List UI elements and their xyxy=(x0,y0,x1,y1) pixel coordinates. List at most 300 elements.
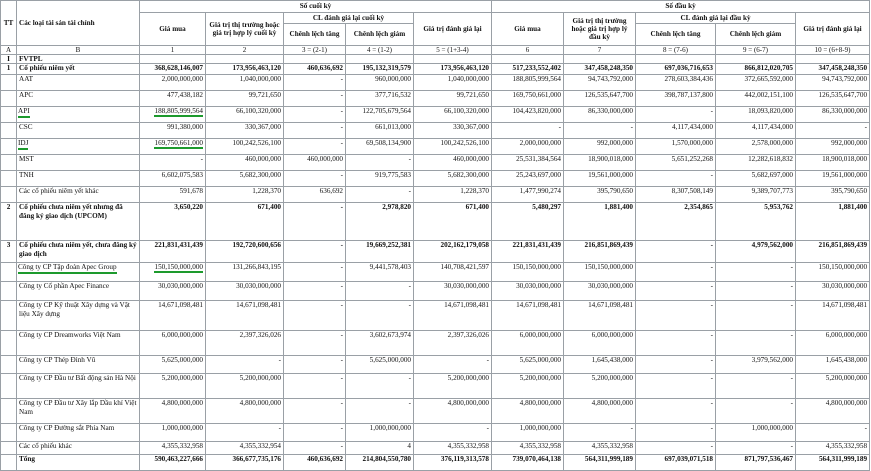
index-cell: 9 = (6-7) xyxy=(716,46,796,55)
row-name-cell xyxy=(17,263,140,282)
value-cell xyxy=(492,55,564,64)
value-cell: 1,000,000,000 xyxy=(492,424,564,442)
value-cell xyxy=(346,55,414,64)
row-tt xyxy=(1,139,17,155)
value-cell: 19,669,252,381 xyxy=(346,241,414,263)
value-cell: 6,000,000,000 xyxy=(492,331,564,356)
value-cell: 372,665,592,000 xyxy=(716,75,796,91)
value-cell: 6,602,075,583 xyxy=(140,171,206,187)
value-cell: - xyxy=(716,282,796,301)
value-cell: 671,400 xyxy=(206,203,284,241)
row-tt xyxy=(1,107,17,123)
value-cell: 216,851,869,439 xyxy=(564,241,636,263)
value-cell: 25,531,384,564 xyxy=(492,155,564,171)
value-cell: 195,132,319,579 xyxy=(346,64,414,75)
value-cell: 8,307,508,149 xyxy=(636,187,716,203)
row-name-cell xyxy=(17,139,140,155)
table-row xyxy=(1,155,870,171)
header-purchase-start: Giá mua xyxy=(492,13,564,46)
value-cell: - xyxy=(284,356,346,374)
value-cell: 960,000,000 xyxy=(346,75,414,91)
value-cell: 636,692 xyxy=(284,187,346,203)
row-tt: 3 xyxy=(1,241,17,263)
value-cell: 697,039,071,518 xyxy=(636,455,716,471)
value-cell: 25,243,697,000 xyxy=(492,171,564,187)
value-cell: - xyxy=(284,171,346,187)
value-cell: 4,800,000,000 xyxy=(492,399,564,424)
value-cell: 126,535,647,700 xyxy=(796,91,870,107)
value-cell: - xyxy=(346,155,414,171)
table-body xyxy=(1,55,870,471)
row-tt xyxy=(1,75,17,91)
value-cell: 1,000,000,000 xyxy=(346,424,414,442)
value-cell: 395,790,650 xyxy=(564,187,636,203)
value-cell xyxy=(140,139,206,155)
value-cell: 221,831,431,439 xyxy=(492,241,564,263)
value-cell: - xyxy=(284,139,346,155)
value-cell: - xyxy=(716,263,796,282)
row-name: Công ty Cổ phần Apec Finance xyxy=(17,282,140,301)
value-cell: 4,355,332,958 xyxy=(492,442,564,455)
row-tt xyxy=(1,442,17,455)
value-cell: 18,900,018,000 xyxy=(564,155,636,171)
table-row xyxy=(1,442,870,455)
value-cell: - xyxy=(796,424,870,442)
value-cell: 30,030,000,000 xyxy=(796,282,870,301)
value-cell: 347,458,248,350 xyxy=(796,64,870,75)
value-cell: 4,355,332,958 xyxy=(564,442,636,455)
value-cell: 4,355,332,954 xyxy=(206,442,284,455)
value-cell: 6,000,000,000 xyxy=(564,331,636,356)
value-cell: 19,561,000,000 xyxy=(564,171,636,187)
value-cell: 5,200,000,000 xyxy=(564,374,636,399)
value-cell: 1,228,370 xyxy=(206,187,284,203)
value-cell: 150,150,000,000 xyxy=(564,263,636,282)
value-cell: 1,645,438,000 xyxy=(564,356,636,374)
header-purchase-end: Giá mua xyxy=(140,13,206,46)
value-cell: - xyxy=(346,374,414,399)
value-cell: 5,200,000,000 xyxy=(796,374,870,399)
value-cell: 122,705,679,564 xyxy=(346,107,414,123)
header-group-start: Số đầu kỳ xyxy=(492,1,870,13)
value-cell: 992,000,000 xyxy=(796,139,870,155)
value-cell: 1,477,990,274 xyxy=(492,187,564,203)
index-cell: B xyxy=(17,46,140,55)
value-cell: - xyxy=(284,442,346,455)
value-cell: 5,625,000,000 xyxy=(140,356,206,374)
value-cell: - xyxy=(284,75,346,91)
value-cell: 2,397,326,026 xyxy=(206,331,284,356)
value-cell: 3,602,673,974 xyxy=(346,331,414,356)
value-cell xyxy=(564,55,636,64)
header-row-groups xyxy=(1,1,870,13)
value-cell: - xyxy=(716,331,796,356)
value-cell: 4,117,434,000 xyxy=(636,123,716,139)
value-cell: 3,650,220 xyxy=(140,203,206,241)
value-cell: 202,162,179,058 xyxy=(414,241,492,263)
row-name: Cổ phiếu niêm yết xyxy=(17,64,140,75)
value-cell: 4,117,434,000 xyxy=(716,123,796,139)
value-cell: 214,804,550,780 xyxy=(346,455,414,471)
value-cell: 173,956,463,120 xyxy=(414,64,492,75)
value-cell: 347,458,248,350 xyxy=(564,64,636,75)
value-cell: 9,441,578,403 xyxy=(346,263,414,282)
row-name: Cổ phiếu chưa niêm yết nhưng đã đăng ký giao dịch (UPCOM) xyxy=(17,203,140,241)
table-row xyxy=(1,241,870,263)
value-cell: 671,400 xyxy=(414,203,492,241)
row-tt: I xyxy=(1,55,17,64)
table-row xyxy=(1,55,870,64)
value-cell: 871,797,536,467 xyxy=(716,455,796,471)
value-cell: 4,355,332,958 xyxy=(796,442,870,455)
table-row xyxy=(1,75,870,91)
value-cell xyxy=(140,263,206,282)
value-cell: - xyxy=(716,399,796,424)
value-cell-highlighted: 169,750,661,000 xyxy=(154,139,203,148)
value-cell: 366,677,735,176 xyxy=(206,455,284,471)
value-cell: - xyxy=(636,399,716,424)
value-cell: - xyxy=(284,263,346,282)
value-cell: 30,030,000,000 xyxy=(492,282,564,301)
value-cell: 590,463,227,666 xyxy=(140,455,206,471)
value-cell-highlighted: 188,805,999,564 xyxy=(154,107,203,116)
value-cell: - xyxy=(284,331,346,356)
header-decrease-end: Chênh lệch giảm xyxy=(346,24,414,46)
row-tt xyxy=(1,171,17,187)
value-cell: 398,787,137,800 xyxy=(636,91,716,107)
value-cell: 2,978,820 xyxy=(346,203,414,241)
row-tt xyxy=(1,356,17,374)
value-cell: 5,625,000,000 xyxy=(346,356,414,374)
row-tt xyxy=(1,399,17,424)
index-cell: 2 xyxy=(206,46,284,55)
value-cell: - xyxy=(636,442,716,455)
value-cell: - xyxy=(284,123,346,139)
value-cell: - xyxy=(284,301,346,331)
value-cell: 5,200,000,000 xyxy=(414,374,492,399)
value-cell: 395,790,650 xyxy=(796,187,870,203)
index-row xyxy=(1,46,870,55)
value-cell-highlighted: 150,150,000,000 xyxy=(154,263,203,272)
value-cell: 18,900,018,000 xyxy=(796,155,870,171)
value-cell: - xyxy=(636,263,716,282)
value-cell: 6,000,000,000 xyxy=(796,331,870,356)
value-cell: 4,800,000,000 xyxy=(796,399,870,424)
index-cell: 3 = (2-1) xyxy=(284,46,346,55)
value-cell: 1,040,000,000 xyxy=(414,75,492,91)
row-name: Công ty CP Tập đoàn Apec Group xyxy=(18,263,117,273)
index-cell: A xyxy=(1,46,17,55)
value-cell: - xyxy=(284,282,346,301)
value-cell: 5,651,252,268 xyxy=(636,155,716,171)
value-cell: 14,671,098,481 xyxy=(206,301,284,331)
value-cell: 6,000,000,000 xyxy=(140,331,206,356)
row-name: Các cổ phiếu niêm yết khác xyxy=(17,187,140,203)
row-tt xyxy=(1,263,17,282)
table-row xyxy=(1,356,870,374)
table-row xyxy=(1,91,870,107)
value-cell: 221,831,431,439 xyxy=(140,241,206,263)
value-cell: 2,354,865 xyxy=(636,203,716,241)
value-cell xyxy=(140,107,206,123)
header-category: Các loại tài sản tài chính xyxy=(17,1,140,46)
value-cell: 5,480,297 xyxy=(492,203,564,241)
value-cell: 18,093,820,000 xyxy=(716,107,796,123)
value-cell xyxy=(716,55,796,64)
row-tt xyxy=(1,424,17,442)
row-tt xyxy=(1,123,17,139)
row-name-cell xyxy=(17,107,140,123)
row-tt xyxy=(1,455,17,471)
value-cell: - xyxy=(636,374,716,399)
index-cell: 1 xyxy=(140,46,206,55)
value-cell: 86,330,000,000 xyxy=(796,107,870,123)
row-name: Công ty CP Đầu tư Xây lắp Dầu khí Việt Nam xyxy=(17,399,140,424)
row-tt: 1 xyxy=(1,64,17,75)
value-cell: 150,150,000,000 xyxy=(796,263,870,282)
value-cell: 1,881,400 xyxy=(564,203,636,241)
value-cell: 100,242,526,100 xyxy=(414,139,492,155)
value-cell xyxy=(414,55,492,64)
value-cell: 140,708,421,597 xyxy=(414,263,492,282)
value-cell: 460,000,000 xyxy=(414,155,492,171)
value-cell: 377,716,532 xyxy=(346,91,414,107)
value-cell: 661,013,000 xyxy=(346,123,414,139)
value-cell: - xyxy=(636,301,716,331)
value-cell: 104,423,820,000 xyxy=(492,107,564,123)
row-name: Công ty CP Đường sắt Phía Nam xyxy=(17,424,140,442)
header-increase-start: Chênh lệch tăng xyxy=(636,24,716,46)
value-cell: 1,645,438,000 xyxy=(796,356,870,374)
table-row xyxy=(1,139,870,155)
value-cell: - xyxy=(206,356,284,374)
value-cell: 460,000,000 xyxy=(284,155,346,171)
value-cell: - xyxy=(140,155,206,171)
value-cell: 3,979,562,000 xyxy=(716,356,796,374)
value-cell: - xyxy=(716,301,796,331)
value-cell xyxy=(284,55,346,64)
value-cell: 188,805,999,564 xyxy=(492,75,564,91)
row-name: Công ty CP Kỹ thuật Xây dựng và Vật liệu Xây dựng xyxy=(17,301,140,331)
header-reval-value-end: Giá trị đánh giá lại xyxy=(414,13,492,46)
value-cell: - xyxy=(414,424,492,442)
value-cell: 564,311,999,189 xyxy=(796,455,870,471)
header-tt: TT xyxy=(1,1,17,46)
value-cell: 5,682,300,000 xyxy=(206,171,284,187)
row-name: TNH xyxy=(17,171,140,187)
value-cell: - xyxy=(636,356,716,374)
value-cell: 169,750,661,000 xyxy=(492,91,564,107)
value-cell: - xyxy=(346,301,414,331)
table-row xyxy=(1,64,870,75)
value-cell: - xyxy=(284,203,346,241)
value-cell: 2,578,000,000 xyxy=(716,139,796,155)
value-cell: 5,682,697,000 xyxy=(716,171,796,187)
value-cell: 919,775,583 xyxy=(346,171,414,187)
row-name: Công ty CP Dreamworks Việt Nam xyxy=(17,331,140,356)
row-name: Tổng xyxy=(17,455,140,471)
value-cell: 564,311,999,189 xyxy=(564,455,636,471)
value-cell: - xyxy=(284,399,346,424)
row-name: CSC xyxy=(17,123,140,139)
value-cell: 2,397,326,026 xyxy=(414,331,492,356)
row-tt xyxy=(1,282,17,301)
index-cell: 7 xyxy=(564,46,636,55)
value-cell: 1,570,000,000 xyxy=(636,139,716,155)
value-cell: 30,030,000,000 xyxy=(564,282,636,301)
header-reval-start: CL đánh giá lại đầu kỳ xyxy=(636,13,796,24)
index-cell: 8 = (7-6) xyxy=(636,46,716,55)
value-cell: 330,367,000 xyxy=(206,123,284,139)
table-row xyxy=(1,263,870,282)
value-cell: 4,800,000,000 xyxy=(206,399,284,424)
value-cell: 368,628,146,007 xyxy=(140,64,206,75)
table-row xyxy=(1,107,870,123)
row-tt xyxy=(1,301,17,331)
value-cell: 14,671,098,481 xyxy=(564,301,636,331)
value-cell: 99,721,650 xyxy=(206,91,284,107)
row-tt xyxy=(1,91,17,107)
table-row xyxy=(1,331,870,356)
value-cell: 5,200,000,000 xyxy=(140,374,206,399)
value-cell: - xyxy=(346,187,414,203)
row-tt: 2 xyxy=(1,203,17,241)
row-name: APC xyxy=(17,91,140,107)
value-cell: 4,800,000,000 xyxy=(564,399,636,424)
index-cell: 4 = (1-2) xyxy=(346,46,414,55)
row-name: Công ty CP Đầu tư Bất động sản Hà Nội xyxy=(17,374,140,399)
value-cell: 100,242,526,100 xyxy=(206,139,284,155)
value-cell: 991,380,000 xyxy=(140,123,206,139)
value-cell: 150,150,000,000 xyxy=(492,263,564,282)
header-fair-value-start: Giá trị thị trường hoặc giá trị hợp lý đầu kỳ xyxy=(564,13,636,46)
table-row xyxy=(1,123,870,139)
row-name: Các cổ phiếu khác xyxy=(17,442,140,455)
value-cell: 460,000,000 xyxy=(206,155,284,171)
value-cell xyxy=(796,55,870,64)
row-name: AAT xyxy=(17,75,140,91)
value-cell: 14,671,098,481 xyxy=(140,301,206,331)
value-cell: 192,720,600,656 xyxy=(206,241,284,263)
value-cell: - xyxy=(492,123,564,139)
row-name: Công ty CP Thép Đình Vũ xyxy=(17,356,140,374)
value-cell: 866,812,020,705 xyxy=(716,64,796,75)
value-cell: 278,603,384,436 xyxy=(636,75,716,91)
value-cell: - xyxy=(636,331,716,356)
value-cell: 131,266,843,195 xyxy=(206,263,284,282)
value-cell: 517,233,552,402 xyxy=(492,64,564,75)
value-cell: 992,000,000 xyxy=(564,139,636,155)
value-cell: 86,330,000,000 xyxy=(564,107,636,123)
value-cell: 30,030,000,000 xyxy=(414,282,492,301)
table-row xyxy=(1,455,870,471)
value-cell: 376,119,313,578 xyxy=(414,455,492,471)
value-cell: 30,030,000,000 xyxy=(140,282,206,301)
row-name: IDJ xyxy=(18,139,28,149)
value-cell: - xyxy=(636,241,716,263)
value-cell: 5,200,000,000 xyxy=(492,374,564,399)
table-row xyxy=(1,203,870,241)
value-cell: 99,721,650 xyxy=(414,91,492,107)
value-cell: - xyxy=(636,282,716,301)
header-reval-value-start: Giá trị đánh giá lại xyxy=(796,13,870,46)
value-cell: 5,625,000,000 xyxy=(492,356,564,374)
table-row xyxy=(1,171,870,187)
header-group-end: Số cuối kỳ xyxy=(140,1,492,13)
value-cell: - xyxy=(284,374,346,399)
value-cell: 591,678 xyxy=(140,187,206,203)
value-cell: - xyxy=(414,356,492,374)
value-cell: 2,000,000,000 xyxy=(492,139,564,155)
value-cell: - xyxy=(636,424,716,442)
header-reval-end: CL đánh giá lại cuối kỳ xyxy=(284,13,414,24)
value-cell: 19,561,000,000 xyxy=(796,171,870,187)
value-cell: 30,030,000,000 xyxy=(206,282,284,301)
row-name: MST xyxy=(17,155,140,171)
value-cell: 460,636,692 xyxy=(284,455,346,471)
value-cell: 94,743,792,000 xyxy=(796,75,870,91)
row-tt xyxy=(1,374,17,399)
value-cell: 442,002,151,100 xyxy=(716,91,796,107)
value-cell: 4,800,000,000 xyxy=(140,399,206,424)
value-cell: 477,438,182 xyxy=(140,91,206,107)
value-cell: 5,953,762 xyxy=(716,203,796,241)
value-cell: - xyxy=(284,424,346,442)
value-cell: 460,636,692 xyxy=(284,64,346,75)
value-cell: 69,508,134,900 xyxy=(346,139,414,155)
table-row xyxy=(1,282,870,301)
value-cell: - xyxy=(636,171,716,187)
table-row xyxy=(1,399,870,424)
value-cell: 330,367,000 xyxy=(414,123,492,139)
value-cell: 4 xyxy=(346,442,414,455)
value-cell: 5,682,300,000 xyxy=(414,171,492,187)
row-name: API xyxy=(18,107,30,117)
header-decrease-start: Chênh lệch giảm xyxy=(716,24,796,46)
value-cell: - xyxy=(284,91,346,107)
value-cell: 5,200,000,000 xyxy=(206,374,284,399)
value-cell: 2,000,000,000 xyxy=(140,75,206,91)
value-cell: 4,355,332,958 xyxy=(414,442,492,455)
value-cell: 216,851,869,439 xyxy=(796,241,870,263)
header-increase-end: Chênh lệch tăng xyxy=(284,24,346,46)
value-cell: 739,070,464,138 xyxy=(492,455,564,471)
value-cell: - xyxy=(564,123,636,139)
value-cell: 173,956,463,120 xyxy=(206,64,284,75)
value-cell: 126,535,647,700 xyxy=(564,91,636,107)
value-cell: 14,671,098,481 xyxy=(492,301,564,331)
value-cell: - xyxy=(716,442,796,455)
value-cell: - xyxy=(284,241,346,263)
value-cell: - xyxy=(796,123,870,139)
value-cell: 9,389,707,773 xyxy=(716,187,796,203)
value-cell: 697,036,716,653 xyxy=(636,64,716,75)
value-cell: 4,800,000,000 xyxy=(414,399,492,424)
value-cell: 14,671,098,481 xyxy=(796,301,870,331)
header-fair-value-end: Giá trị thị trường hoặc giá trị hợp lý cuối kỳ xyxy=(206,13,284,46)
value-cell: - xyxy=(716,374,796,399)
value-cell: - xyxy=(284,107,346,123)
value-cell: 12,282,618,832 xyxy=(716,155,796,171)
value-cell: 14,671,098,481 xyxy=(414,301,492,331)
index-cell: 6 xyxy=(492,46,564,55)
value-cell: 1,000,000,000 xyxy=(140,424,206,442)
value-cell: - xyxy=(636,107,716,123)
value-cell: 66,100,320,000 xyxy=(206,107,284,123)
value-cell: 66,100,320,000 xyxy=(414,107,492,123)
value-cell: - xyxy=(346,399,414,424)
row-tt xyxy=(1,155,17,171)
